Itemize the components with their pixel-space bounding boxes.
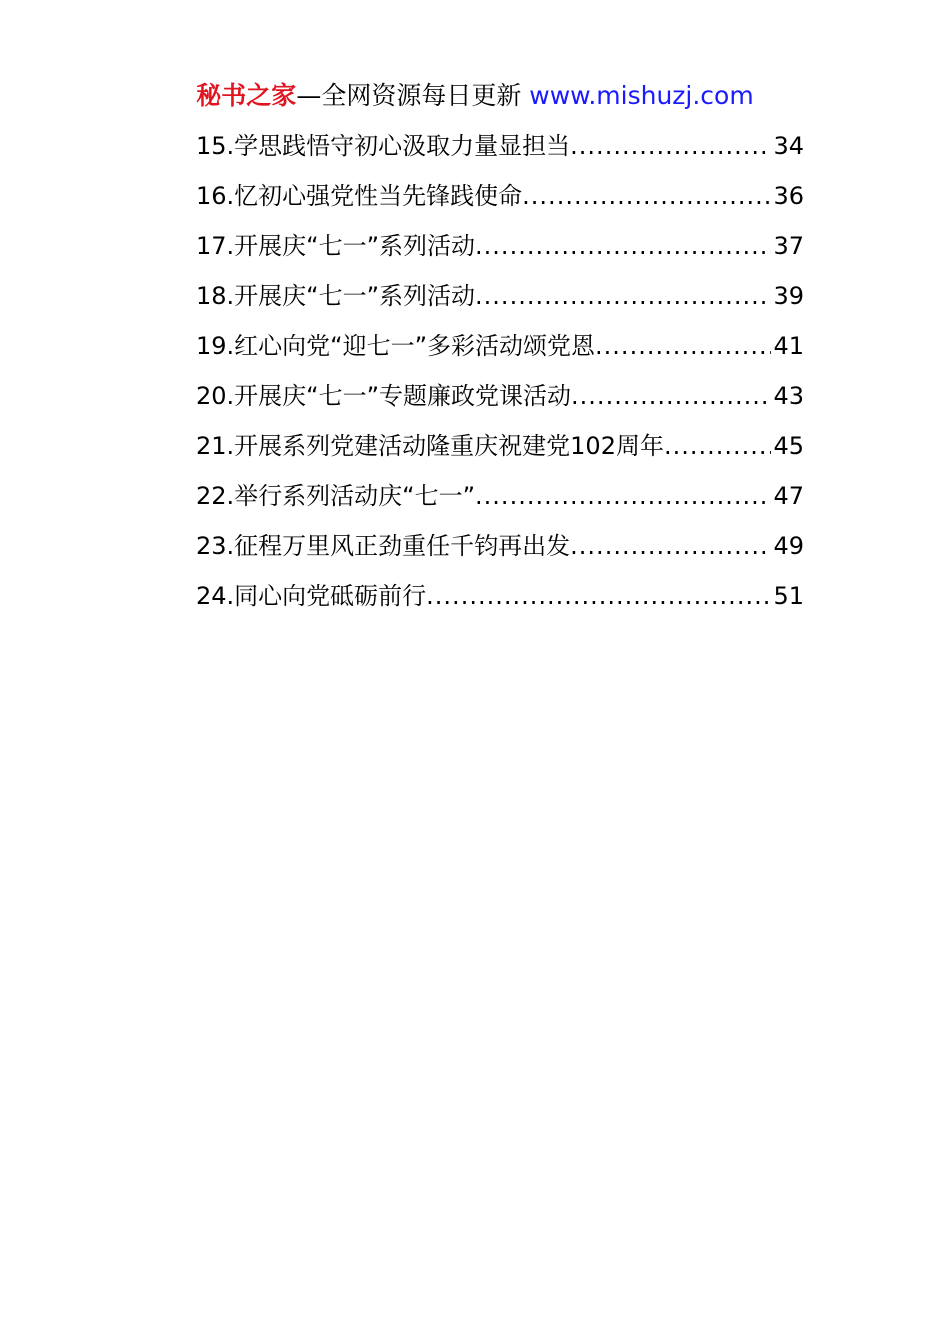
toc-dot-leader xyxy=(571,378,771,414)
toc-entry-page: 41 xyxy=(773,332,804,360)
toc-entry-23[interactable] xyxy=(196,528,804,578)
header-tagline: —全网资源每日更新 xyxy=(296,81,522,110)
toc-entry-page: 43 xyxy=(773,382,804,410)
toc-entry-16[interactable] xyxy=(196,178,804,228)
toc-entry-page: 36 xyxy=(773,182,804,210)
toc-entry-21[interactable] xyxy=(196,428,804,478)
toc-entry-title: 15.学思践悟守初心汲取力量显担当 xyxy=(196,132,571,160)
toc-dot-leader xyxy=(664,428,771,464)
toc-entry-title: 18.开展庆“七一”系列活动 xyxy=(196,282,476,310)
toc-entry-title: 19.红心向党“迎七一”多彩活动颂党恩 xyxy=(196,332,596,360)
toc-entry-page: 49 xyxy=(773,532,804,560)
toc-entry-title: 17.开展庆“七一”系列活动 xyxy=(196,232,476,260)
toc-entry-title: 22.举行系列活动庆“七一” xyxy=(196,482,476,510)
toc-entry-page: 47 xyxy=(773,482,804,510)
page-header xyxy=(0,80,950,112)
toc-entry-17[interactable] xyxy=(196,228,804,278)
toc-dot-leader xyxy=(570,128,771,164)
toc-entry-page: 39 xyxy=(773,282,804,310)
toc-dot-leader xyxy=(595,328,771,364)
toc-entry-title: 21.开展系列党建活动隆重庆祝建党102周年 xyxy=(196,432,664,460)
toc-entry-page: 37 xyxy=(773,232,804,260)
toc-dot-leader xyxy=(570,528,771,564)
toc-entry-20[interactable] xyxy=(196,378,804,428)
table-of-contents xyxy=(196,128,804,628)
toc-entry-18[interactable] xyxy=(196,278,804,328)
toc-dot-leader xyxy=(475,278,771,314)
toc-entry-page: 51 xyxy=(773,582,804,610)
brand-name: 秘书之家 xyxy=(196,81,297,110)
toc-entry-page: 45 xyxy=(773,432,804,460)
toc-entry-page: 34 xyxy=(773,132,804,160)
toc-entry-19[interactable] xyxy=(196,328,804,378)
toc-entry-24[interactable] xyxy=(196,578,804,628)
toc-entry-15[interactable] xyxy=(196,128,804,178)
toc-entry-22[interactable] xyxy=(196,478,804,528)
toc-entry-title: 16.忆初心强党性当先锋践使命 xyxy=(196,182,523,210)
toc-entry-title: 24.同心向党砥砺前行 xyxy=(196,582,427,610)
toc-dot-leader xyxy=(522,178,771,214)
toc-entry-title: 23.征程万里风正劲重任千钧再出发 xyxy=(196,532,571,560)
site-link[interactable]: www.mishuzj.com xyxy=(529,81,754,110)
toc-dot-leader xyxy=(475,228,771,264)
toc-entry-title: 20.开展庆“七一”专题廉政党课活动 xyxy=(196,382,572,410)
toc-dot-leader xyxy=(475,478,771,514)
toc-dot-leader xyxy=(426,578,771,614)
